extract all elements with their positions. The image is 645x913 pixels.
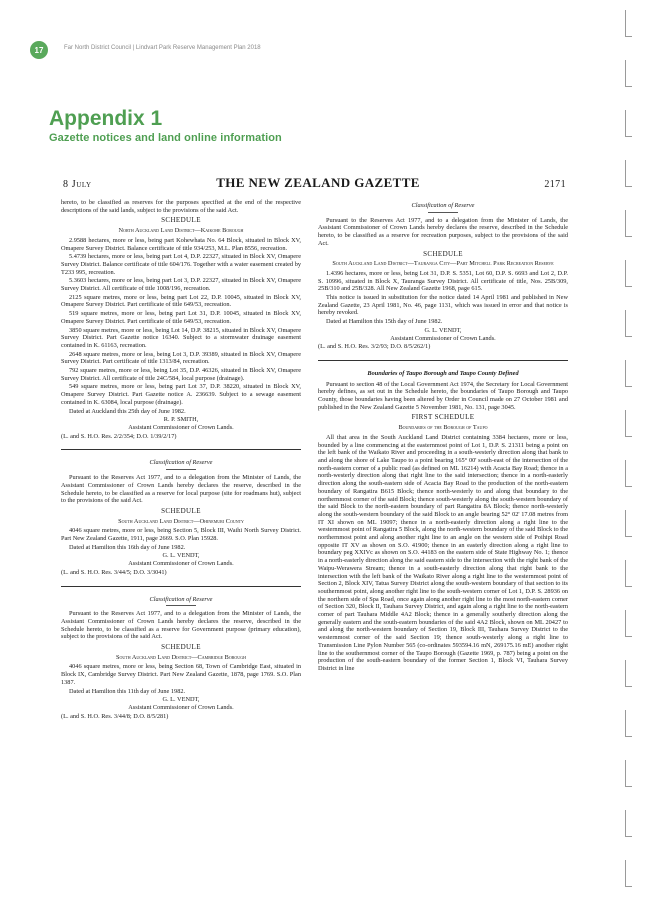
reference-line: (L. and S. H.O. Res. 3/2/93; D.O. 8/5/262/1) — [318, 343, 431, 351]
edge-mark — [625, 260, 632, 287]
schedule-heading: FIRST SCHEDULE — [411, 413, 475, 422]
schedule-subheading: Boundaries of the Borough of Taupo — [398, 424, 488, 432]
edge-mark — [625, 410, 632, 437]
reference-line: (L. and S. H.O. Res. 3/44/5; D.O. 3/3041) — [61, 568, 167, 576]
schedule-item: 4046 square metres, more or less, being Section 5, Block III, Waihi North Survey District. Part New Zealand Gazette, 1911, page 2669. S.O. Plan 15928. — [61, 527, 301, 543]
signer-role: Assistant Commissioner of Crown Lands. — [390, 334, 496, 342]
schedule-item: 5.3603 hectares, more or less, being part Lot 3, D.P. 22327, situated in Block XV, Omapere Survey District. All certificate of title 1008/196, recreation. — [61, 277, 301, 293]
edge-mark — [625, 860, 632, 887]
schedule-item: 792 square metres, more or less, being Lot 35, D.P. 46326, situated in Block XV, Omapere Survey District. All certificate of title 24C/584, local purpose (drainage). — [61, 367, 301, 382]
signer-name: R. P. SMITH, — [163, 416, 199, 424]
edge-mark — [625, 710, 632, 737]
edge-mark — [625, 160, 632, 187]
heading-underline — [166, 469, 196, 470]
schedule-item: 519 square metres, more or less, being part Lot 31, D.P. 10045, situated in Block XV, Omapere Survey District. Part certificate of title 649/53, recreation. — [61, 310, 301, 325]
right-column — [318, 199, 568, 674]
appendix-subtitle: Gazette notices and land online information — [49, 132, 282, 144]
edge-mark — [625, 510, 632, 537]
gazette-date: 8 July — [63, 179, 92, 190]
notice-heading: Boundaries of Taupo Borough and Taupo County Defined — [367, 369, 519, 377]
page-edge-marks — [623, 0, 635, 913]
section-divider — [61, 586, 301, 587]
edge-mark — [625, 660, 632, 687]
signer-name: G. L. VENDT, — [162, 552, 200, 560]
signer-name: G. L. VENDT, — [424, 326, 462, 334]
dated-line: Dated at Hamilton this 11th day of June 1982. — [69, 687, 186, 695]
left-column — [61, 199, 301, 721]
dated-line: Dated at Hamilton this 16th day of June 1982. — [69, 543, 186, 551]
edge-mark — [625, 760, 632, 787]
substitution-note: This notice is issued in substitution for the notice dated 14 April 1981 and published in New Zealand Gazette, 23 April 1981, No. 46, page 1131, which was issued in error and that notice is hereby revoked. — [318, 294, 568, 317]
schedule-heading: SCHEDULE — [161, 506, 201, 515]
running-header: Far North District Council | Lindvart Park Reserve Management Plan 2018 — [64, 45, 261, 51]
notice-body: Pursuant to section 48 of the Local Government Act 1974, the Secretary for Local Government hereby defines, as set out in the Schedule hereto, the boundaries of Taupo Borough and Taupo County, those boundaries having been altered by Order in Council made on 27 October 1981 and published in the New Zealand Gazette 5 November 1981, No. 131, page 3045. — [318, 380, 568, 411]
section-divider — [61, 449, 301, 450]
schedule-item: 1.4396 hectares, more or less, being Lot 31, D.P. S. 5351, Lot 60, D.P. S. 6693 and Lot 2, D.P. S. 10996, situated in Block X, Tauranga Survey District. All certificate of title, Nos. 25B/309, 25B/310 and 25B/328. All New Zealand Gazette 1968, page 615. — [318, 269, 568, 293]
edge-mark — [625, 210, 632, 237]
edge-mark — [625, 110, 632, 137]
heading-underline — [166, 605, 196, 606]
notice-heading: Classification of Reserve — [149, 459, 213, 467]
signer-name: G. L. VENDT, — [162, 696, 200, 704]
schedule-item: 2648 square metres, more or less, being Lot 3, D.P. 39389, situated in Block XV, Omapere Survey District. Part certificate of title 1313/84, recreation. — [61, 350, 301, 366]
notice-intro: hereto, to be classified as reserves for the purposes specified at the end of the respective descriptions of the said lands, subject to the provisions of the said Act. — [61, 199, 301, 214]
notice-heading: Classification of Reserve — [411, 202, 475, 209]
heading-underline — [428, 212, 458, 213]
edge-mark — [625, 310, 632, 337]
schedule-heading: SCHEDULE — [161, 216, 201, 225]
land-district: South Auckland Land District—Ohinemuri County — [118, 517, 244, 525]
appendix-title: Appendix 1 — [49, 107, 163, 130]
schedule-item: 2.9588 hectares, more or less, being part Kohewhata No. 64 Block, situated in Block XV, Omapere Survey District. Balance certificate of title 934/253, M.L. Plan 8556, recreation. — [61, 236, 301, 252]
schedule-item: 4046 square metres, more or less, being Section 68, Town of Cambridge East, situated in Block IX, Cambridge Survey District. Part New Zealand Gazette, 1878, page 1769. S.O. Plan 1387. — [61, 663, 301, 686]
notice-body: Pursuant to the Reserves Act 1977, and to a delegation from the Minister of Lands, the Assistant Commissioner of Crown Lands hereby declares the reserve, described in the Schedule hereto, to be classified as a reserve for Government purpose (primary education), subject to the provisions of the said Act. — [61, 610, 301, 641]
boundary-description: All that area in the South Auckland Land District containing 3384 hectares, more or less, bounded by a line commencing at the easternmost point of Lot 1, D.P. S. 21311 being a point on the left bank of the Waikato River and proceeding in a south-westerly direction along that bank to and along the shore of Lake Taupo to a point bearing 165° 00' south-east of the intersection of the north-eastern corner of a public road (as defined on ML 16214) with Acacia Bay Road; thence in a north-westerly direction along that right line to the said intersection; thence in a north-easterly direction along the south-eastern side of Acacia Bay Road to the production of the north-eastern boundary of Rangatira B615 Block; thence north-westerly to and along that boundary to the northernmost corner of the said Block; thence south-westerly along the south-western boundary of the said Block to the north-eastern boundary of part Rangatira 8A Block; thence north-westerly along the south-western boundary of the said Block to an angle bearing 52° 02' 17.08 metres from IT XI shown on ML 19097; thence in a north-easterly direction along a right line to the westernmost point of Rangatira 5 Block, along the north-western boundary of the said Block to the northernmost point and along another right line to an angle on the western side of Poihipi Road opposite IT XV as shown on S.O. 41900; thence in an easterly direction along a right line to boundary peg XXIVc as shown on S.O. 44183 on the eastern side of State Highway No. 1; thence in a north-easterly direction along the said eastern side to the intersection with the right bank of the Waipu-Werawera Stream; thence in a south-easterly direction along that right bank to the intersection with the left bank of the Waikato River along a right line to the westernmost point of Section 2, Block XIV, Tatua Survey District along the south-western boundary of that section to its southernmost point, along another right line to the south-western corner of Lot 1, D.P. S. 28936 on the northern side of Spa Road, once again along another right line to the most north-eastern corner of Section 320, Block II, Tauhara Survey District, and again along a right line to the north-eastern corner of part Tauhara Middle 4A2 Block; thence in a generally southerly direction along the generally eastern and the south-eastern boundaries of the said 4A2 Block, shown on ML 20427 to and along the north-western boundary of Section 19, Block III, Tauhara Survey District to the westernmost corner of the said Section 19; thence south-westerly along a right line to Transmission Line Pylon Number 565 (co-ordinates 593594.16 mN, 269175.16 mE) another right line to the southernmost corner of the Taupo Borough (Gazette 1969, p. 787) being a point on the production of the south-eastern boundary of the former Section 1, Block VI, Tauhara Survey District in line — [318, 433, 568, 672]
schedule-item: 549 square metres, more or less, being part Lot 37, D.P. 38220, situated in Block XV, Omapere Survey District. Part Gazette notice A. 236639. Subject to a sewage easement contained in K. 63084, local purpose (drainage). — [61, 383, 301, 406]
notice-body: Pursuant to the Reserves Act 1977, and to a delegation from the Minister of Lands, the Assistant Commissioner of Crown Lands hereby declares the reserve, described in the Schedule hereto, to be classified as a reserve for recreation purposes, subject to the provisions of the said Act. — [318, 216, 568, 247]
gazette-header — [63, 175, 566, 191]
page-number-badge: 17 — [30, 41, 48, 59]
signer-role: Assistant Commissioner of Crown Lands. — [128, 560, 234, 568]
signer-role: Assistant Commissioner of Crown Lands. — [128, 423, 234, 431]
gazette-page-number: 2171 — [544, 179, 566, 190]
land-district: North Auckland Land District—Kaikohe Borough — [118, 227, 244, 235]
schedule-item: 3850 square metres, more or less, being Lot 14, D.P. 38215, situated in Block XV, Omapere Survey District. Part Gazette notice 16340. Subject to a stormwater drainage easement contained in K. 61163, recreation. — [61, 326, 301, 349]
edge-mark — [625, 560, 632, 587]
reference-line: (L. and S. H.O. Res. 3/44/8; D.O. 8/5/281) — [61, 712, 169, 720]
schedule-heading: SCHEDULE — [423, 249, 463, 258]
schedule-item: 5.4739 hectares, more or less, being part Lot 4, D.P. 22327, situated in Block XV, Omapere Survey District. Balance certificate of title 604/176. Together with a water easement created by T233 995, recreation. — [61, 253, 301, 276]
dated-line: Dated at Hamilton this 15th day of June 1982. — [326, 318, 443, 326]
edge-mark — [625, 360, 632, 387]
notice-heading: Classification of Reserve — [149, 595, 213, 603]
dated-line: Dated at Auckland this 25th day of June 1982. — [69, 407, 186, 415]
land-district: South Auckland Land District—Cambridge Borough — [116, 653, 246, 661]
schedule-item: 2125 square metres, more or less, being part Lot 22, D.P. 10045, situated in Block XV, Omapere Survey District. Part certificate of title 649/53, recreation. — [61, 293, 301, 309]
reference-line: (L. and S. H.O. Res. 2/2/354; D.O. 1/39/2/17) — [61, 432, 177, 440]
gazette-title: THE NEW ZEALAND GAZETTE — [216, 175, 420, 190]
schedule-heading: SCHEDULE — [161, 643, 201, 652]
edge-mark — [625, 60, 632, 87]
edge-mark — [625, 460, 632, 487]
land-district: South Auckland Land District—Tauranga City—Part Mitchell Park Recreation Reserve — [332, 260, 554, 268]
notice-body: Pursuant to the Reserves Act 1977, and to a delegation from the Minister of Lands, the Assistant Commissioner of Crown Lands hereby declares the reserve, described in the Schedule hereto, to be classified as a reserve for local purpose (site for roadmans hut), subject to the provisions of the said Act. — [61, 474, 301, 505]
edge-mark — [625, 810, 632, 837]
edge-mark — [625, 10, 632, 37]
signer-role: Assistant Commissioner of Crown Lands. — [128, 703, 234, 711]
section-divider — [318, 360, 568, 361]
edge-mark — [625, 610, 632, 637]
